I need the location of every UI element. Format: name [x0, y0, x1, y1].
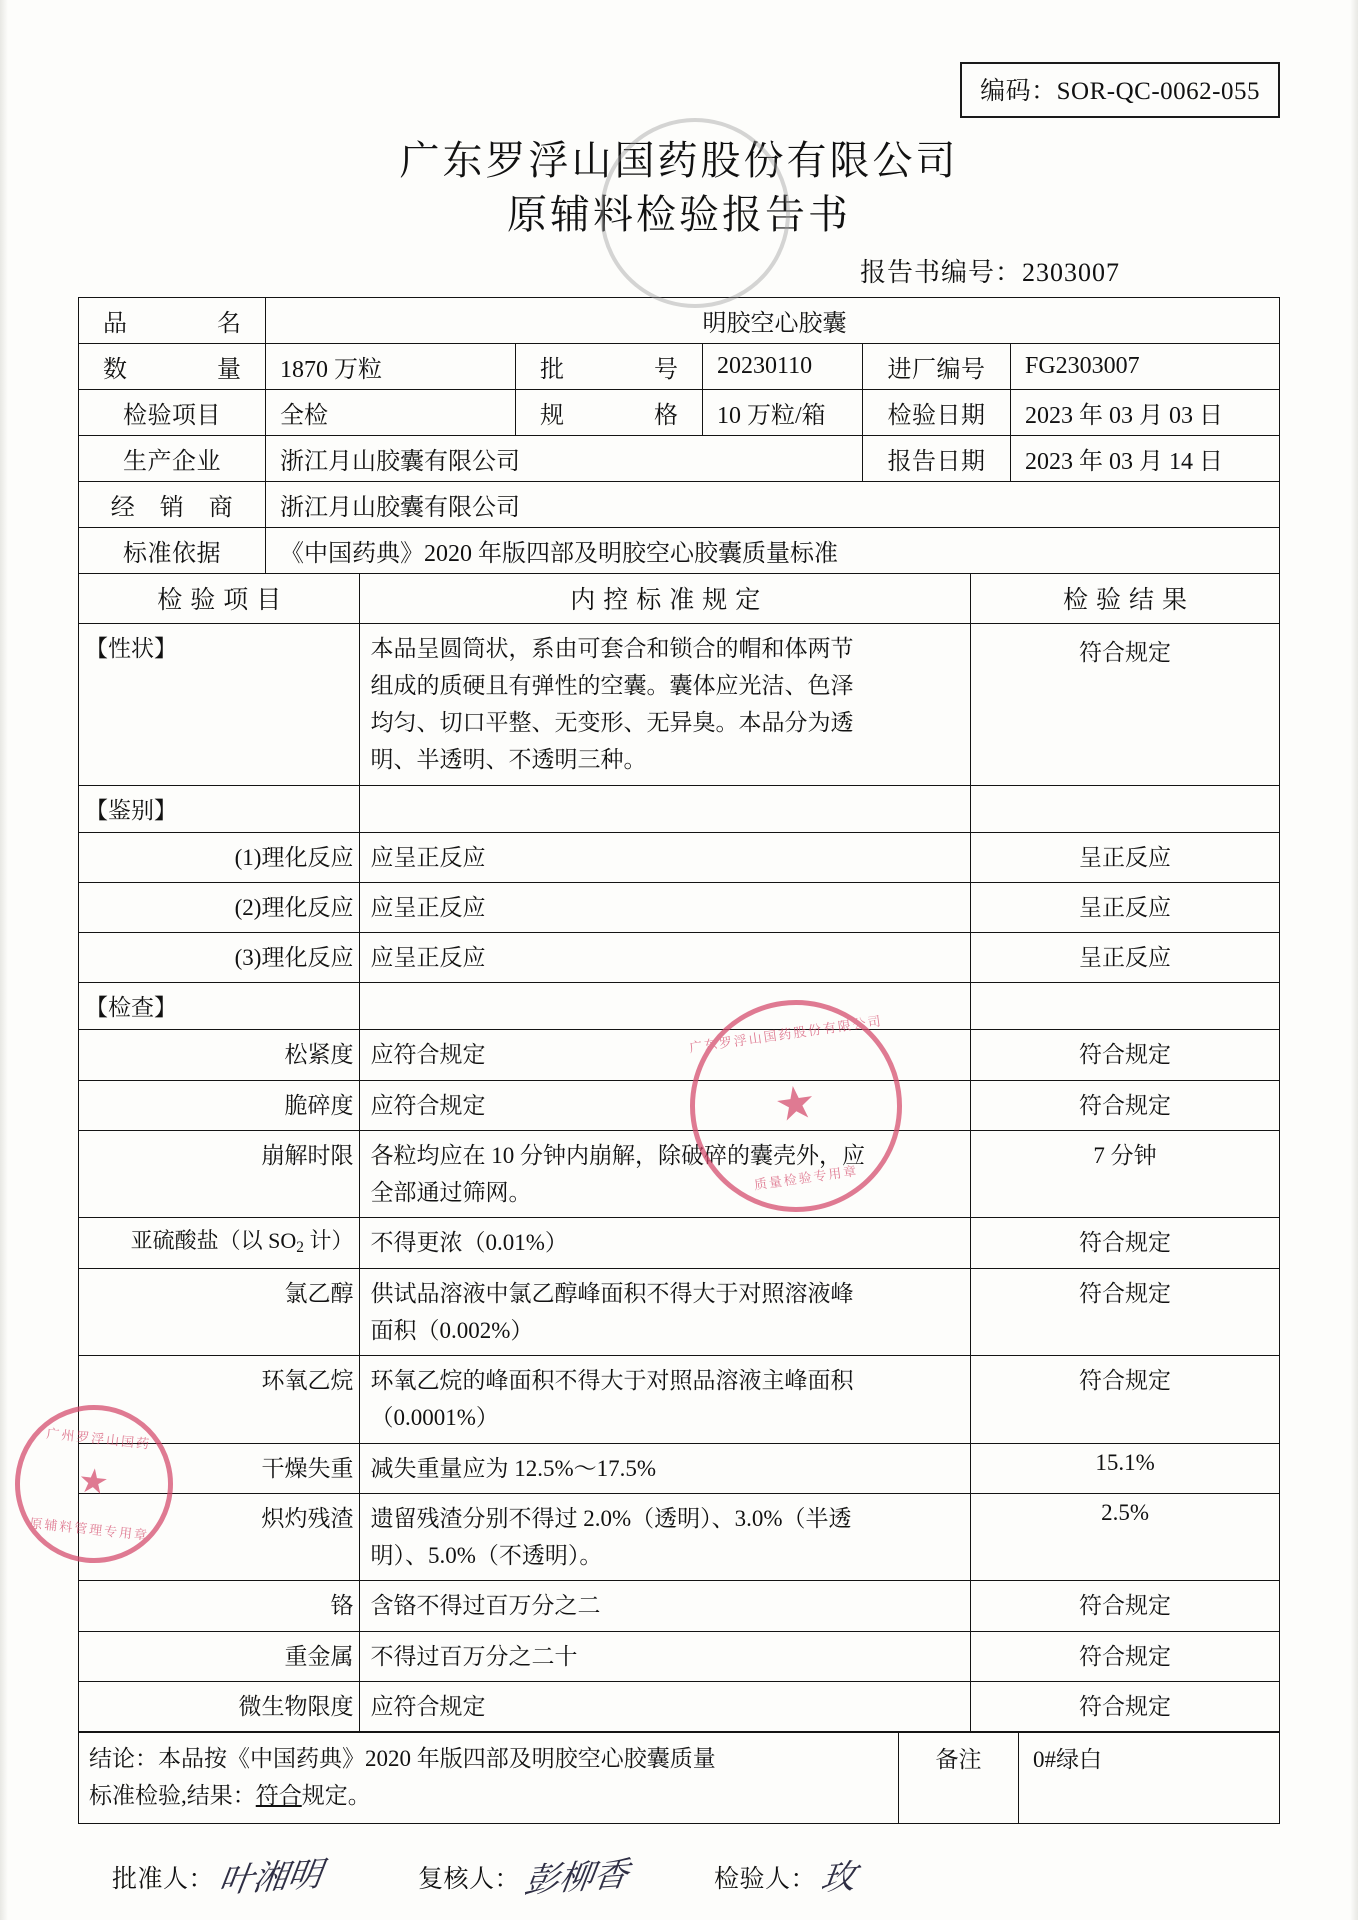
table-row	[79, 436, 1280, 482]
test-date-value: 2023 年 03 月 03 日	[1011, 390, 1280, 436]
quality-stamp-bottom-text: 质量检验专用章	[753, 1163, 860, 1193]
spec-line: 明、半透明、不透明三种。	[370, 747, 647, 773]
standard-label: 标准依据	[79, 528, 266, 574]
table-row	[79, 1681, 1280, 1731]
inspection-spec	[360, 1080, 971, 1130]
quality-stamp-top-text: 广东罗浮山国药股份有限公司	[688, 1013, 884, 1056]
inspection-item: 氯乙醇	[79, 1268, 360, 1356]
inspection-result: 2.5%	[971, 1493, 1280, 1581]
inspection-result	[971, 983, 1280, 1030]
report-title: 原辅料检验报告书	[507, 192, 851, 237]
inspection-item: (3)理化反应	[79, 933, 360, 983]
spec-label: 规 格	[516, 390, 703, 436]
inspection-spec	[360, 1493, 971, 1581]
manufacturer-label: 生产企业	[79, 436, 266, 482]
spec-line: 应符合规定	[370, 1693, 486, 1719]
standard-value: 《中国药典》2020 年版四部及明胶空心胶囊质量标准	[266, 528, 1280, 574]
conclusion-suffix: 规定。	[301, 1782, 371, 1808]
inspection-spec	[360, 832, 971, 882]
header-info-table	[78, 297, 1280, 574]
inspection-item: 崩解时限	[79, 1130, 360, 1218]
inspection-table-body	[79, 623, 1280, 1732]
approver-value: 叶湘明	[216, 1854, 325, 1902]
inspection-spec	[360, 1268, 971, 1356]
reviewer-signature	[418, 1850, 632, 1902]
inspection-item: (1)理化反应	[79, 832, 360, 882]
distributor-label: 经 销 商	[79, 482, 266, 528]
inspection-result: 符合规定	[971, 1080, 1280, 1130]
table-row	[79, 1080, 1280, 1130]
inspection-result: 符合规定	[971, 1030, 1280, 1080]
spec-line: 供试品溶液中氯乙醇峰面积不得大于对照溶液峰	[370, 1280, 854, 1306]
inspection-spec	[360, 882, 971, 932]
warehouse-stamp: 广州罗浮山国药 ★ 原辅料管理专用章	[7, 1397, 181, 1571]
warehouse-stamp-top-text: 广州罗浮山国药	[45, 1425, 152, 1452]
inspection-spec	[360, 1030, 971, 1080]
test-date-label: 检验日期	[863, 390, 1011, 436]
warehouse-stamp-bottom-text: 原辅料管理专用章	[28, 1515, 150, 1543]
signature-row	[78, 1850, 1280, 1902]
test-items-label: 检验项目	[79, 390, 266, 436]
inspection-item: 【性状】	[79, 623, 360, 785]
inspection-result: 符合规定	[971, 1218, 1280, 1268]
inspection-result: 15.1%	[971, 1443, 1280, 1493]
inspector-signature	[714, 1850, 859, 1899]
manufacturer-value: 浙江月山胶囊有限公司	[266, 436, 863, 482]
spec-line: 应符合规定	[370, 1042, 486, 1068]
spec-line: 本品呈圆筒状，系由可套合和锁合的帽和体两节	[370, 635, 854, 661]
spec-line: 不得过百万分之二十	[370, 1643, 578, 1669]
table-row	[79, 983, 1280, 1030]
spec-line: 遗留残渣分别不得过 2.0%（透明）、3.0%（半透	[370, 1505, 852, 1531]
table-row	[79, 1631, 1280, 1681]
intake-no-label: 进厂编号	[863, 344, 1011, 390]
table-row	[79, 1443, 1280, 1493]
conclusion-text	[79, 1733, 899, 1824]
inspection-result: 符合规定	[971, 1631, 1280, 1681]
conclusion-line-2	[89, 1778, 888, 1815]
col-header-spec: 内控标准规定	[360, 573, 971, 623]
table-row	[79, 1218, 1280, 1268]
spec-line: 应呈正反应	[370, 844, 486, 870]
quality-inspection-stamp: 广东罗浮山国药股份有限公司 ★ 质量检验专用章	[676, 986, 915, 1225]
distributor-value: 浙江月山胶囊有限公司	[266, 482, 1280, 528]
inspection-result	[971, 785, 1280, 832]
spacer	[370, 792, 962, 826]
inspection-result: 呈正反应	[971, 933, 1280, 983]
product-name-value: 明胶空心胶囊	[266, 298, 1280, 344]
remark-value: 0#绿白	[1019, 1733, 1280, 1824]
col-header-result: 检验结果	[971, 573, 1280, 623]
spec-line: 全部通过筛网。	[370, 1180, 532, 1205]
spec-line: （0.0001%）	[370, 1405, 499, 1431]
inspection-table	[78, 573, 1280, 1733]
inspection-result: 符合规定	[971, 1268, 1280, 1356]
product-name-label: 品 名	[79, 298, 266, 344]
inspection-spec	[360, 983, 971, 1030]
table-row	[79, 1733, 1280, 1824]
approver-label: 批准人：	[112, 1865, 215, 1893]
inspection-result: 7 分钟	[971, 1130, 1280, 1218]
batch-value: 20230110	[703, 344, 863, 390]
inspection-item: 重金属	[79, 1631, 360, 1681]
remark-label: 备注	[899, 1733, 1019, 1824]
col-header-item: 检验项目	[79, 573, 360, 623]
table-row	[79, 528, 1280, 574]
inspection-spec	[360, 1631, 971, 1681]
test-items-value: 全检	[266, 390, 516, 436]
conclusion-result: 符合	[255, 1782, 302, 1808]
inspection-spec	[360, 785, 971, 832]
table-header-row	[79, 573, 1280, 623]
inspection-item: 干燥失重	[79, 1443, 360, 1493]
inspection-item: 【鉴别】	[79, 785, 360, 832]
spec-line: 面积（0.002%）	[370, 1317, 534, 1343]
inspection-spec	[360, 933, 971, 983]
reviewer-value: 彭柳香	[522, 1854, 632, 1902]
table-row	[79, 298, 1280, 344]
table-row	[79, 1356, 1280, 1444]
report-date-label: 报告日期	[863, 436, 1011, 482]
conclusion-prefix: 标准检验,结果：	[89, 1782, 256, 1808]
paper-edge-left	[0, 0, 8, 1920]
code-box-row	[78, 0, 1280, 118]
table-row	[79, 1130, 1280, 1218]
inspection-spec	[360, 1356, 971, 1444]
table-row	[79, 785, 1280, 832]
inspection-item: 亚硫酸盐（以 $SO_2$ 计）	[79, 1218, 360, 1268]
inspection-item: (2)理化反应	[79, 882, 360, 932]
spacer	[370, 989, 962, 1023]
inspection-item: 环氧乙烷	[79, 1356, 360, 1444]
inspection-result: 符合规定	[971, 1581, 1280, 1631]
approver-signature	[112, 1850, 325, 1902]
inspection-spec	[360, 1581, 971, 1631]
quantity-label: 数 量	[79, 344, 266, 390]
spec-line: 应呈正反应	[370, 945, 486, 970]
inspection-item: 铬	[79, 1581, 360, 1631]
table-row	[79, 623, 1280, 785]
spec-line: 应符合规定	[370, 1092, 486, 1118]
company-title: 广东罗浮山国药股份有限公司	[399, 138, 959, 183]
inspection-item: 炽灼残渣	[79, 1493, 360, 1581]
spec-value: 10 万粒/箱	[703, 390, 863, 436]
paper-edge-right	[1350, 0, 1358, 1920]
inspection-item: 松紧度	[79, 1030, 360, 1080]
inspection-spec	[360, 623, 971, 785]
inspection-result: 呈正反应	[971, 882, 1280, 932]
inspection-spec	[360, 1681, 971, 1731]
inspection-spec	[360, 1130, 971, 1218]
inspection-result: 符合规定	[971, 623, 1280, 785]
table-row	[79, 1268, 1280, 1356]
report-date-value: 2023 年 03 月 14 日	[1011, 436, 1280, 482]
title-block	[78, 136, 1280, 240]
spec-line: 不得更浓（0.01%）	[370, 1230, 568, 1256]
table-row	[79, 482, 1280, 528]
quantity-value: 1870 万粒	[266, 344, 516, 390]
spec-line: 均匀、切口平整、无变形、无异臭。本品分为透	[370, 710, 854, 735]
inspection-item: 微生物限度	[79, 1681, 360, 1731]
inspector-label: 检验人：	[714, 1865, 817, 1893]
table-row	[79, 882, 1280, 932]
inspection-item: 脆碎度	[79, 1080, 360, 1130]
spec-line: 减失重量应为 12.5%～17.5%	[370, 1455, 657, 1481]
spec-line: 环氧乙烷的峰面积不得大于对照品溶液主峰面积	[370, 1368, 854, 1393]
inspection-spec	[360, 1443, 971, 1493]
reviewer-label: 复核人：	[418, 1865, 521, 1893]
table-row	[79, 390, 1280, 436]
batch-label: 批 号	[516, 344, 703, 390]
spec-line: 含铬不得过百万分之二	[370, 1593, 601, 1619]
table-row	[79, 832, 1280, 882]
conclusion-line-1: 结论：本品按《中国药典》2020 年版四部及明胶空心胶囊质量	[89, 1746, 716, 1771]
inspection-result: 符合规定	[971, 1681, 1280, 1731]
intake-no-value: FG2303007	[1011, 344, 1280, 390]
document-code: 编码：SOR-QC-0062-055	[960, 62, 1280, 118]
table-row	[79, 1581, 1280, 1631]
spec-line: 组成的质硬且有弹性的空囊。囊体应光洁、色泽	[370, 672, 854, 698]
spec-line: 各粒均应在 10 分钟内崩解，除破碎的囊壳外，应	[370, 1142, 865, 1168]
inspection-result: 符合规定	[971, 1356, 1280, 1444]
inspection-result: 呈正反应	[971, 832, 1280, 882]
spec-line: 应呈正反应	[370, 894, 486, 920]
spec-line: 明）、5.0%（不透明）。	[370, 1543, 603, 1568]
inspection-item: 【检查】	[79, 983, 360, 1030]
table-row	[79, 933, 1280, 983]
conclusion-table	[78, 1732, 1280, 1824]
report-number: 报告书编号：2303007	[859, 258, 1120, 287]
inspection-spec	[360, 1218, 971, 1268]
table-row	[79, 344, 1280, 390]
inspector-value: 玫	[818, 1856, 859, 1899]
table-row	[79, 1030, 1280, 1080]
table-row	[79, 1493, 1280, 1581]
